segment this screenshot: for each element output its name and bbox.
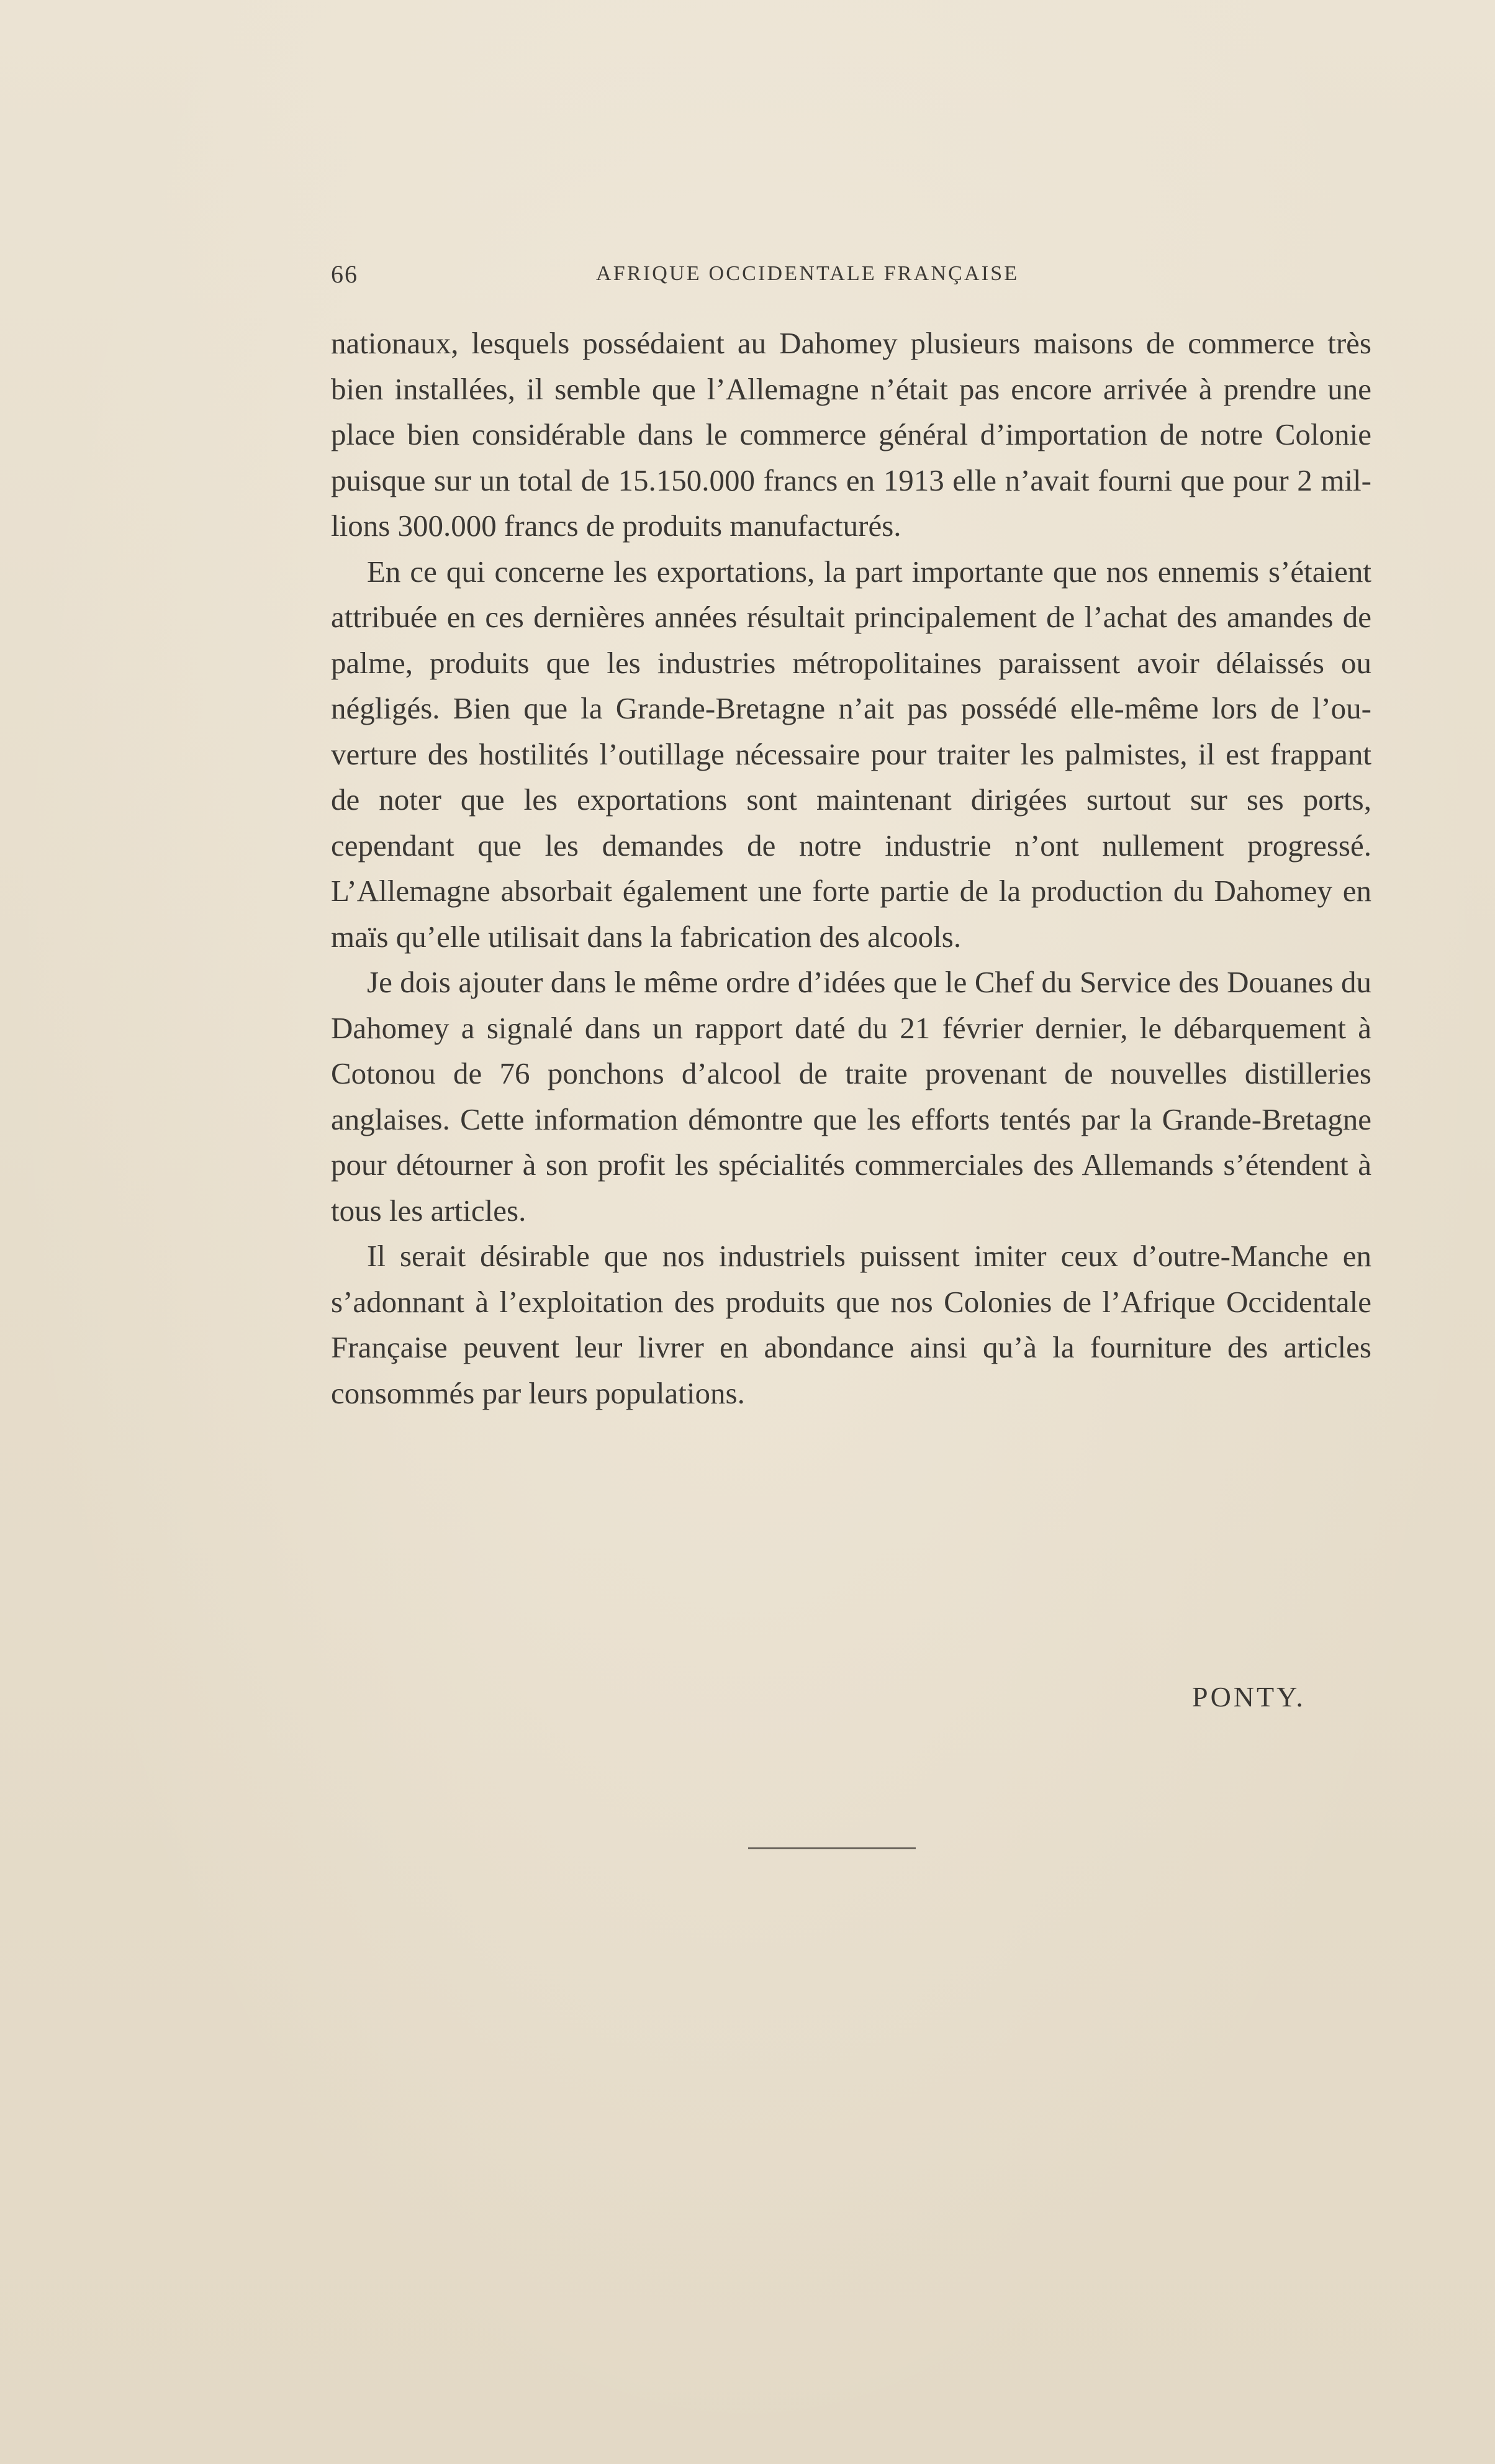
- running-head: [0, 260, 1495, 297]
- body-text: [331, 320, 1371, 1416]
- running-title: AFRIQUE OCCIDENTALE FRANÇAISE: [596, 262, 1019, 285]
- paragraph-exportations: En ce qui concerne les exportations, la part importante que nos ennemis s’étaient attribuée en ces dernières années résultait principalement de l’achat des amandes de palme, produits que les industries métropolitaines paraissent avoir délaissés ou négligés. Bien que la Grande-Bretagne n’ait pas possédé elle-même lors de l’ouverture des hostilités l’outillage nécessaire pour traiter les palmistes, il est frappant de noter que les exportations sont maintenant dirigées surtout sur ses ports, cependant que les demandes de notre industrie n’ont nullement progressé. L’Allemagne absorbait également une forte partie de la production du Dahomey en maïs qu’elle utilisait dans la fabrication des alcools.: [331, 554, 1371, 954]
- paragraph-continuation: nationaux, lesquels possédaient au Dahomey plusieurs maisons de commerce très bien installées, il semble que l’Allemagne n’était pas encore arrivée à prendre une place bien considérable dans le commerce général d’importation de notre Colonie puisque sur un total de 15.150.000 francs en 1913 elle n’avait fourni que pour 2 millions 300.000 francs de produits manufacturés.: [331, 326, 1371, 543]
- closing-rule: [748, 1847, 916, 1849]
- page-number: 66: [331, 260, 358, 288]
- paragraph-douanes: Je dois ajouter dans le même ordre d’idées que le Chef du Service des Douanes du Dahomey a signalé dans un rapport daté du 21 février dernier, le débarquement à Cotonou de 76 ponchons d’alcool de traite provenant de nouvelles distilleries anglaises. Cette information démontre que les efforts tentés par la Grande-Bretagne pour détourner à son profit les spécialités commerciales des Allemands s’étendent à tous les articles.: [331, 965, 1371, 1228]
- paragraph-industriels: Il serait désirable que nos industriels puissent imiter ceux d’outre-Manche en s’adonnant à l’exploitation des produits que nos Colonies de l’Afrique Occidentale Française peuvent leur livrer en abondance ainsi qu’à la fourniture des articles consommés par leurs populations.: [331, 1239, 1371, 1410]
- signature: PONTY.: [1192, 1681, 1306, 1713]
